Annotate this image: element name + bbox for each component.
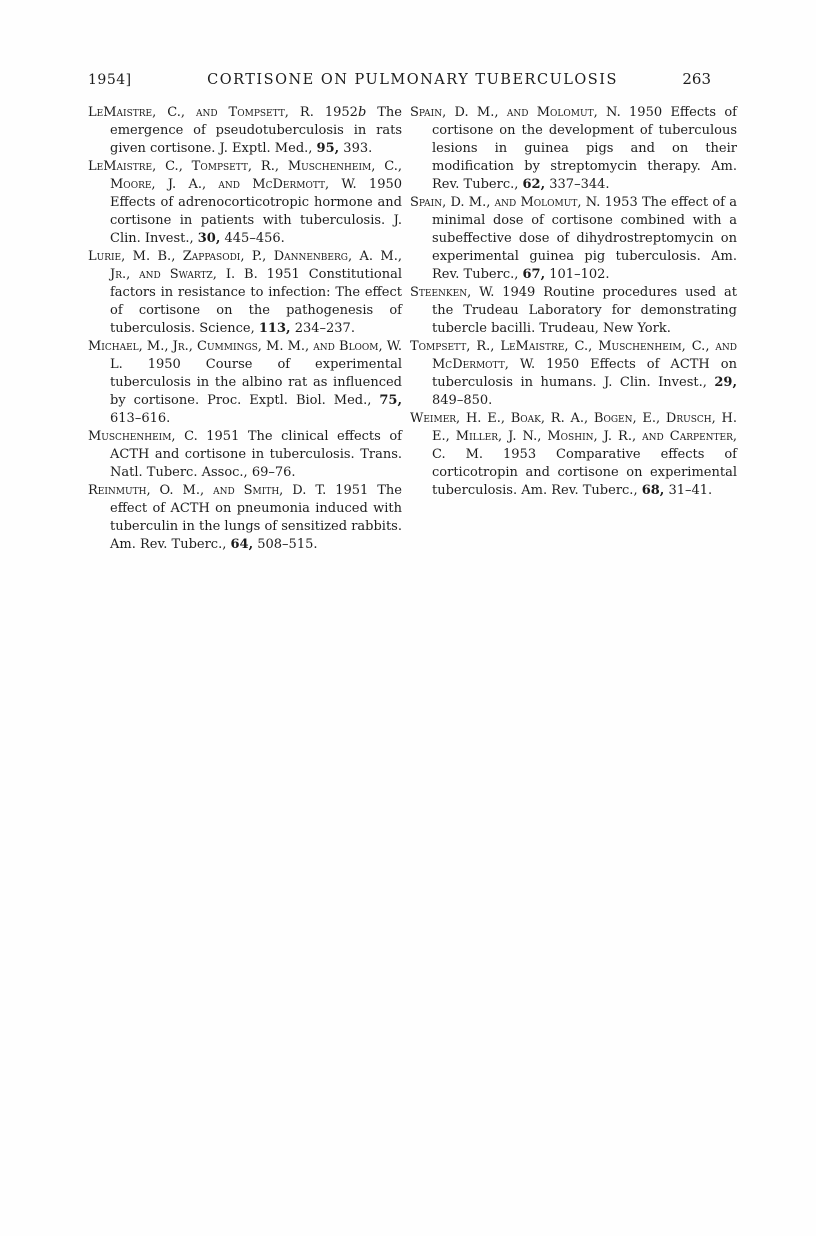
reference-text: 1950 Effects of ACTH on tuberculosis in humans. J. Clin. Invest.,: [432, 357, 737, 390]
reference-entry: [88, 248, 402, 338]
reference-authors: Spain, D. M., and Molomut, N.: [410, 105, 621, 120]
reference-authors: LeMaistre, C., Tompsett, R., Muschenheim, C., Moore, J. A., and McDermott, W.: [88, 159, 402, 192]
reference-entry: [410, 284, 737, 338]
reference-volume: 30,: [197, 231, 221, 246]
reference-text: 849–850.: [432, 393, 493, 408]
reference-volume: 67,: [522, 267, 546, 282]
page-number: 263: [682, 70, 711, 88]
reference-volume: 68,: [641, 483, 665, 498]
reference-entry: [410, 338, 737, 410]
reference-entry: [88, 104, 402, 158]
reference-text: 1953 Comparative effects of corticotropin and cortisone on experimental tuberculosis. Am. Rev. Tuberc.,: [432, 447, 737, 498]
reference-entry: [410, 194, 737, 284]
reference-text: 1949 Routine procedures used at the Trudeau Laboratory for demonstrating tubercle bacilli. Trudeau, New York.: [432, 285, 737, 336]
reference-authors: Lurie, M. B., Zappasodi, P., Dannenberg, A. M., Jr., and Swartz, I. B.: [88, 249, 402, 282]
reference-entry: [410, 104, 737, 194]
reference-text: 337–344.: [545, 177, 610, 192]
references-column-left: [88, 104, 402, 554]
reference-authors: Muschenheim, C.: [88, 429, 198, 444]
reference-text: 234–237.: [290, 321, 355, 336]
reference-volume: 75,: [379, 393, 402, 408]
reference-year-suffix: b: [357, 105, 367, 120]
reference-authors: Spain, D. M., and Molomut, N.: [410, 195, 601, 210]
reference-entry: [88, 338, 402, 428]
reference-volume: 113,: [258, 321, 291, 336]
reference-text: 613–616.: [110, 411, 171, 426]
reference-volume: 29,: [714, 375, 737, 390]
reference-authors: Reinmuth, O. M., and Smith, D. T.: [88, 483, 327, 498]
page-content: [88, 70, 737, 554]
reference-authors: Weimer, H. E., Boak, R. A., Bogen, E., Drusch, H. E., Miller, J. N., Moshin, J. R., and Carpenter, C. M.: [410, 411, 737, 462]
reference-volume: 95,: [316, 141, 340, 156]
references-section: [88, 104, 737, 554]
reference-text: 1952: [313, 105, 358, 120]
reference-entry: [410, 410, 737, 500]
running-header: [88, 70, 737, 88]
reference-text: 508–515.: [253, 537, 318, 552]
reference-text: 1950 Course of experimental tuberculosis in the albino rat as influenced by cortisone. Proc. Exptl. Biol. Med.,: [110, 357, 402, 408]
references-column-right: [410, 104, 737, 554]
reference-text: 1950 Effects of cortisone on the development of tuberculous lesions in guinea pigs and on their modification by streptomycin therapy. Am. Rev. Tuberc.,: [432, 105, 737, 192]
reference-entry: [88, 158, 402, 248]
reference-text: 31–41.: [664, 483, 713, 498]
reference-text: 1951 Constitutional factors in resistance to infection: The effect of cortisone on the pathogenesis of tuberculosis. Science,: [110, 267, 402, 336]
reference-entry: [88, 428, 402, 482]
reference-text: The emergence of pseudotuberculosis in rats given cortisone. J. Exptl. Med.,: [110, 105, 403, 156]
reference-text: 1950 Effects of adrenocorticotropic hormone and cortisone in patients with tuberculosis. J. Clin. Invest.,: [110, 177, 403, 246]
reference-text: 445–456.: [220, 231, 285, 246]
running-title: CORTISONE ON PULMONARY TUBERCULOSIS: [207, 72, 618, 88]
reference-authors: Tompsett, R., LeMaistre, C., Muschenheim, C., and McDermott, W.: [410, 339, 737, 372]
header-year: 1954]: [88, 72, 132, 88]
reference-authors: Steenken, W.: [410, 285, 495, 300]
reference-volume: 62,: [522, 177, 546, 192]
reference-text: 1951 The clinical effects of ACTH and cortisone in tuberculosis. Trans. Natl. Tuberc. Assoc., 69–76.: [110, 429, 402, 480]
reference-volume: 64,: [230, 537, 254, 552]
reference-text: 1951 The effect of ACTH on pneumonia induced with tuberculin in the lungs of sensitized rabbits. Am. Rev. Tuberc.,: [110, 483, 402, 552]
reference-authors: LeMaistre, C., and Tompsett, R.: [88, 105, 314, 120]
reference-authors: Michael, M., Jr., Cummings, M. M., and Bloom, W. L.: [88, 339, 403, 372]
reference-text: 393.: [339, 141, 373, 156]
reference-text: 1953 The effect of a minimal dose of cortisone combined with a subeffective dose of dihydrostreptomycin on experimental guinea pig tuberculosis. Am. Rev. Tuberc.,: [432, 195, 737, 282]
reference-text: 101–102.: [545, 267, 610, 282]
reference-entry: [88, 482, 402, 554]
